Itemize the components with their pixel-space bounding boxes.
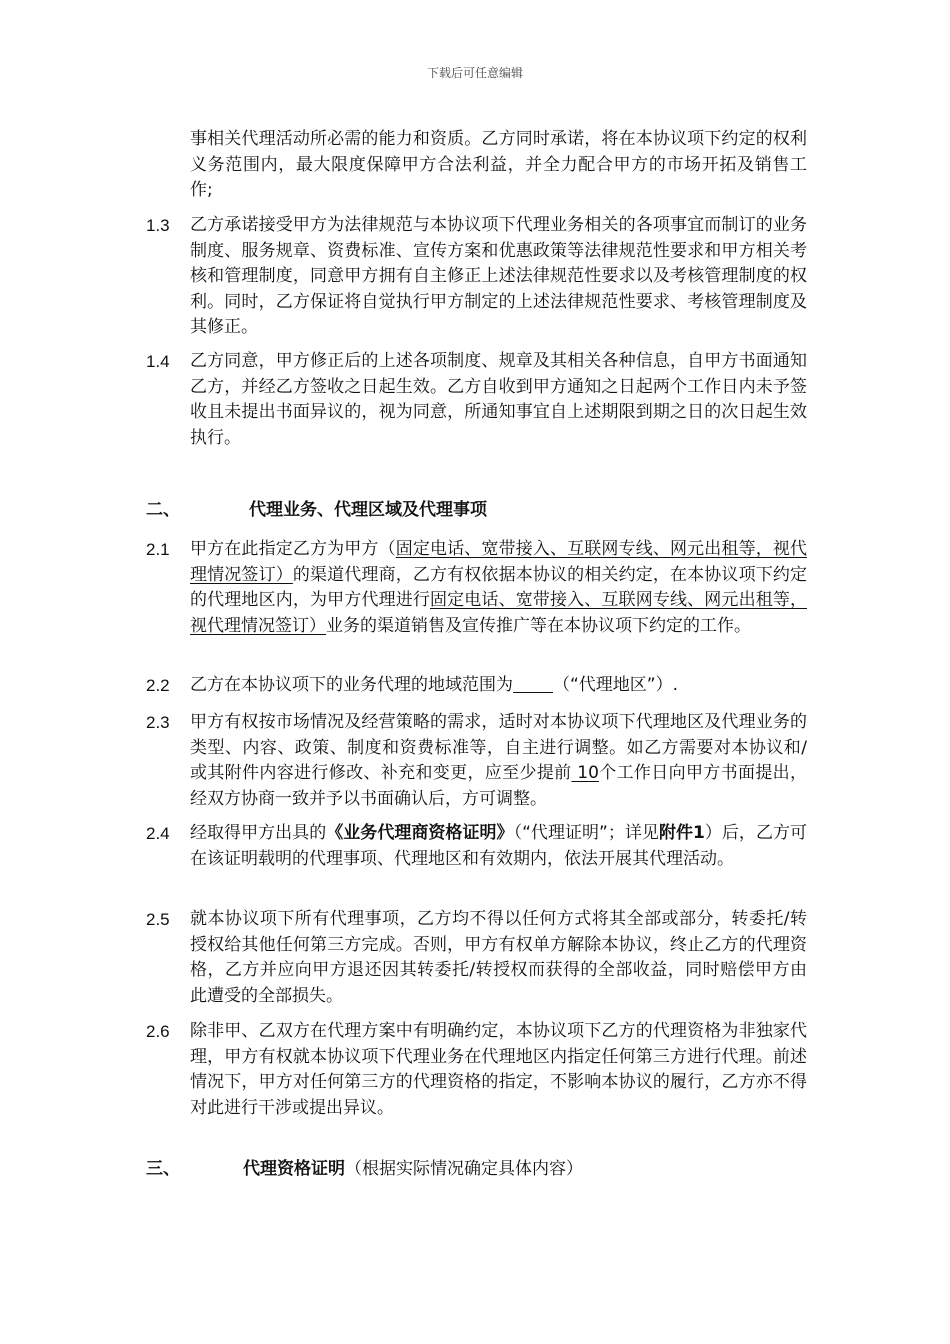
service-scope-underlined-1: 固定电话、宽带接入、互联网专线、网元出租等，视代理情况签订） [190, 539, 808, 585]
region-blank-line [513, 674, 553, 693]
clause-2-4-text: 经取得甲方出具的《业务代理商资格证明》（“代理证明”；详见附件1）后，乙方可在该证明载明的代理事项、代理地区和有效期内，依法开展其代理活动。 [190, 823, 807, 869]
section-2-title: 代理业务、代理区域及代理事项 [249, 500, 487, 520]
clause-number-2-5: 2.5 [146, 910, 170, 929]
clause-number-1-4: 1.4 [146, 352, 170, 371]
clause-2-2-text: 乙方在本协议项下的业务代理的地域范围为 （“代理地区”）. [190, 675, 679, 695]
clause-number-2-1: 2.1 [146, 540, 170, 559]
clause-number-2-4: 2.4 [146, 824, 170, 843]
certificate-name-bold: 《业务代理商资格证明》 [326, 823, 514, 843]
section-3-number: 三、 [146, 1159, 180, 1179]
service-scope-underlined-2: 固定电话、宽带接入、互联网专线、网元出租等，视代理情况签订） [190, 590, 807, 636]
page-header: 下载后可任意编辑 [426, 66, 523, 80]
clause-number-2-3: 2.3 [146, 713, 170, 732]
section-3-note: （根据实际情况确定具体内容） [345, 1159, 583, 1179]
clause-1-4-text: 乙方同意，甲方修正后的上述各项制度、规章及其相关各种信息，自甲方书面通知乙方，并经乙方签收之日起生效。乙方自收到甲方通知之日起两个工作日内未予签收且未提出书面异议的，视为同意，所通知事宜自上述期限到期之日的次日起生效执行。 [190, 351, 807, 448]
clause-number-2-2: 2.2 [146, 676, 170, 695]
clause-2-1-text: 甲方在此指定乙方为甲方（固定电话、宽带接入、互联网专线、网元出租等，视代理情况签订）的渠道代理商，乙方有权依据本协议的相关约定，在本协议项下约定的代理地区内，为甲方代理进行固定电话、宽带接入、互联网专线、网元出租等，视代理情况签订）业务的渠道销售及宣传推广等在本协议项下约定的工作。 [190, 539, 808, 636]
clause-2-5-text: 就本协议项下所有代理事项，乙方均不得以任何方式将其全部或部分，转委托/转授权给其他任何第三方完成。否则，甲方有权单方解除本协议，终止乙方的代理资格，乙方并应向甲方退还因其转委托/转授权而获得的全部收益，同时赔偿甲方由此遭受的全部损失。 [190, 909, 807, 1006]
section-3-title: 代理资格证明（根据实际情况确定具体内容） [243, 1159, 583, 1179]
clause-1-3-text: 乙方承诺接受甲方为法律规范与本协议项下代理业务相关的各项事宜而制订的业务制度、服务规章、资费标准、宣传方案和优惠政策等法律规范性要求和甲方相关考核和管理制度，同意甲方拥有自主修正上述法律规范性要求以及考核管理制度的权利。同时，乙方保证将自觉执行甲方制定的上述法律规范性要求、考核管理制度及其修正。 [190, 215, 807, 337]
section-2-number: 二、 [146, 500, 180, 520]
clause-number-1-3: 1.3 [146, 216, 170, 235]
clause-2-3-text: 甲方有权按市场情况及经营策略的需求，适时对本协议项下代理地区及代理业务的类型、内容、政策、制度和资费标准等，自主进行调整。如乙方需要对本协议和/或其附件内容进行修改、补充和变更，应至少提前 10个工作日向甲方书面提出，经双方协商一致并予以书面确认后，方可调整。 [190, 712, 808, 809]
attachment-ref-bold: 附件1 [658, 823, 705, 843]
paragraph-continuation: 事相关代理活动所必需的能力和资质。乙方同时承诺，将在本协议项下约定的权利义务范围内，最大限度保障甲方合法利益，并全力配合甲方的市场开拓及销售工作; [190, 129, 807, 200]
clause-number-2-6: 2.6 [146, 1022, 170, 1041]
clause-2-6-text: 除非甲、乙双方在代理方案中有明确约定，本协议项下乙方的代理资格为非独家代理，甲方有权就本协议项下代理业务在代理地区内指定任何第三方进行代理。前述情况下，甲方对任何第三方的代理资格的指定，不影响本协议的履行，乙方亦不得对此进行干涉或提出异议。 [190, 1021, 807, 1118]
notice-days-underlined: 10 [571, 763, 599, 783]
